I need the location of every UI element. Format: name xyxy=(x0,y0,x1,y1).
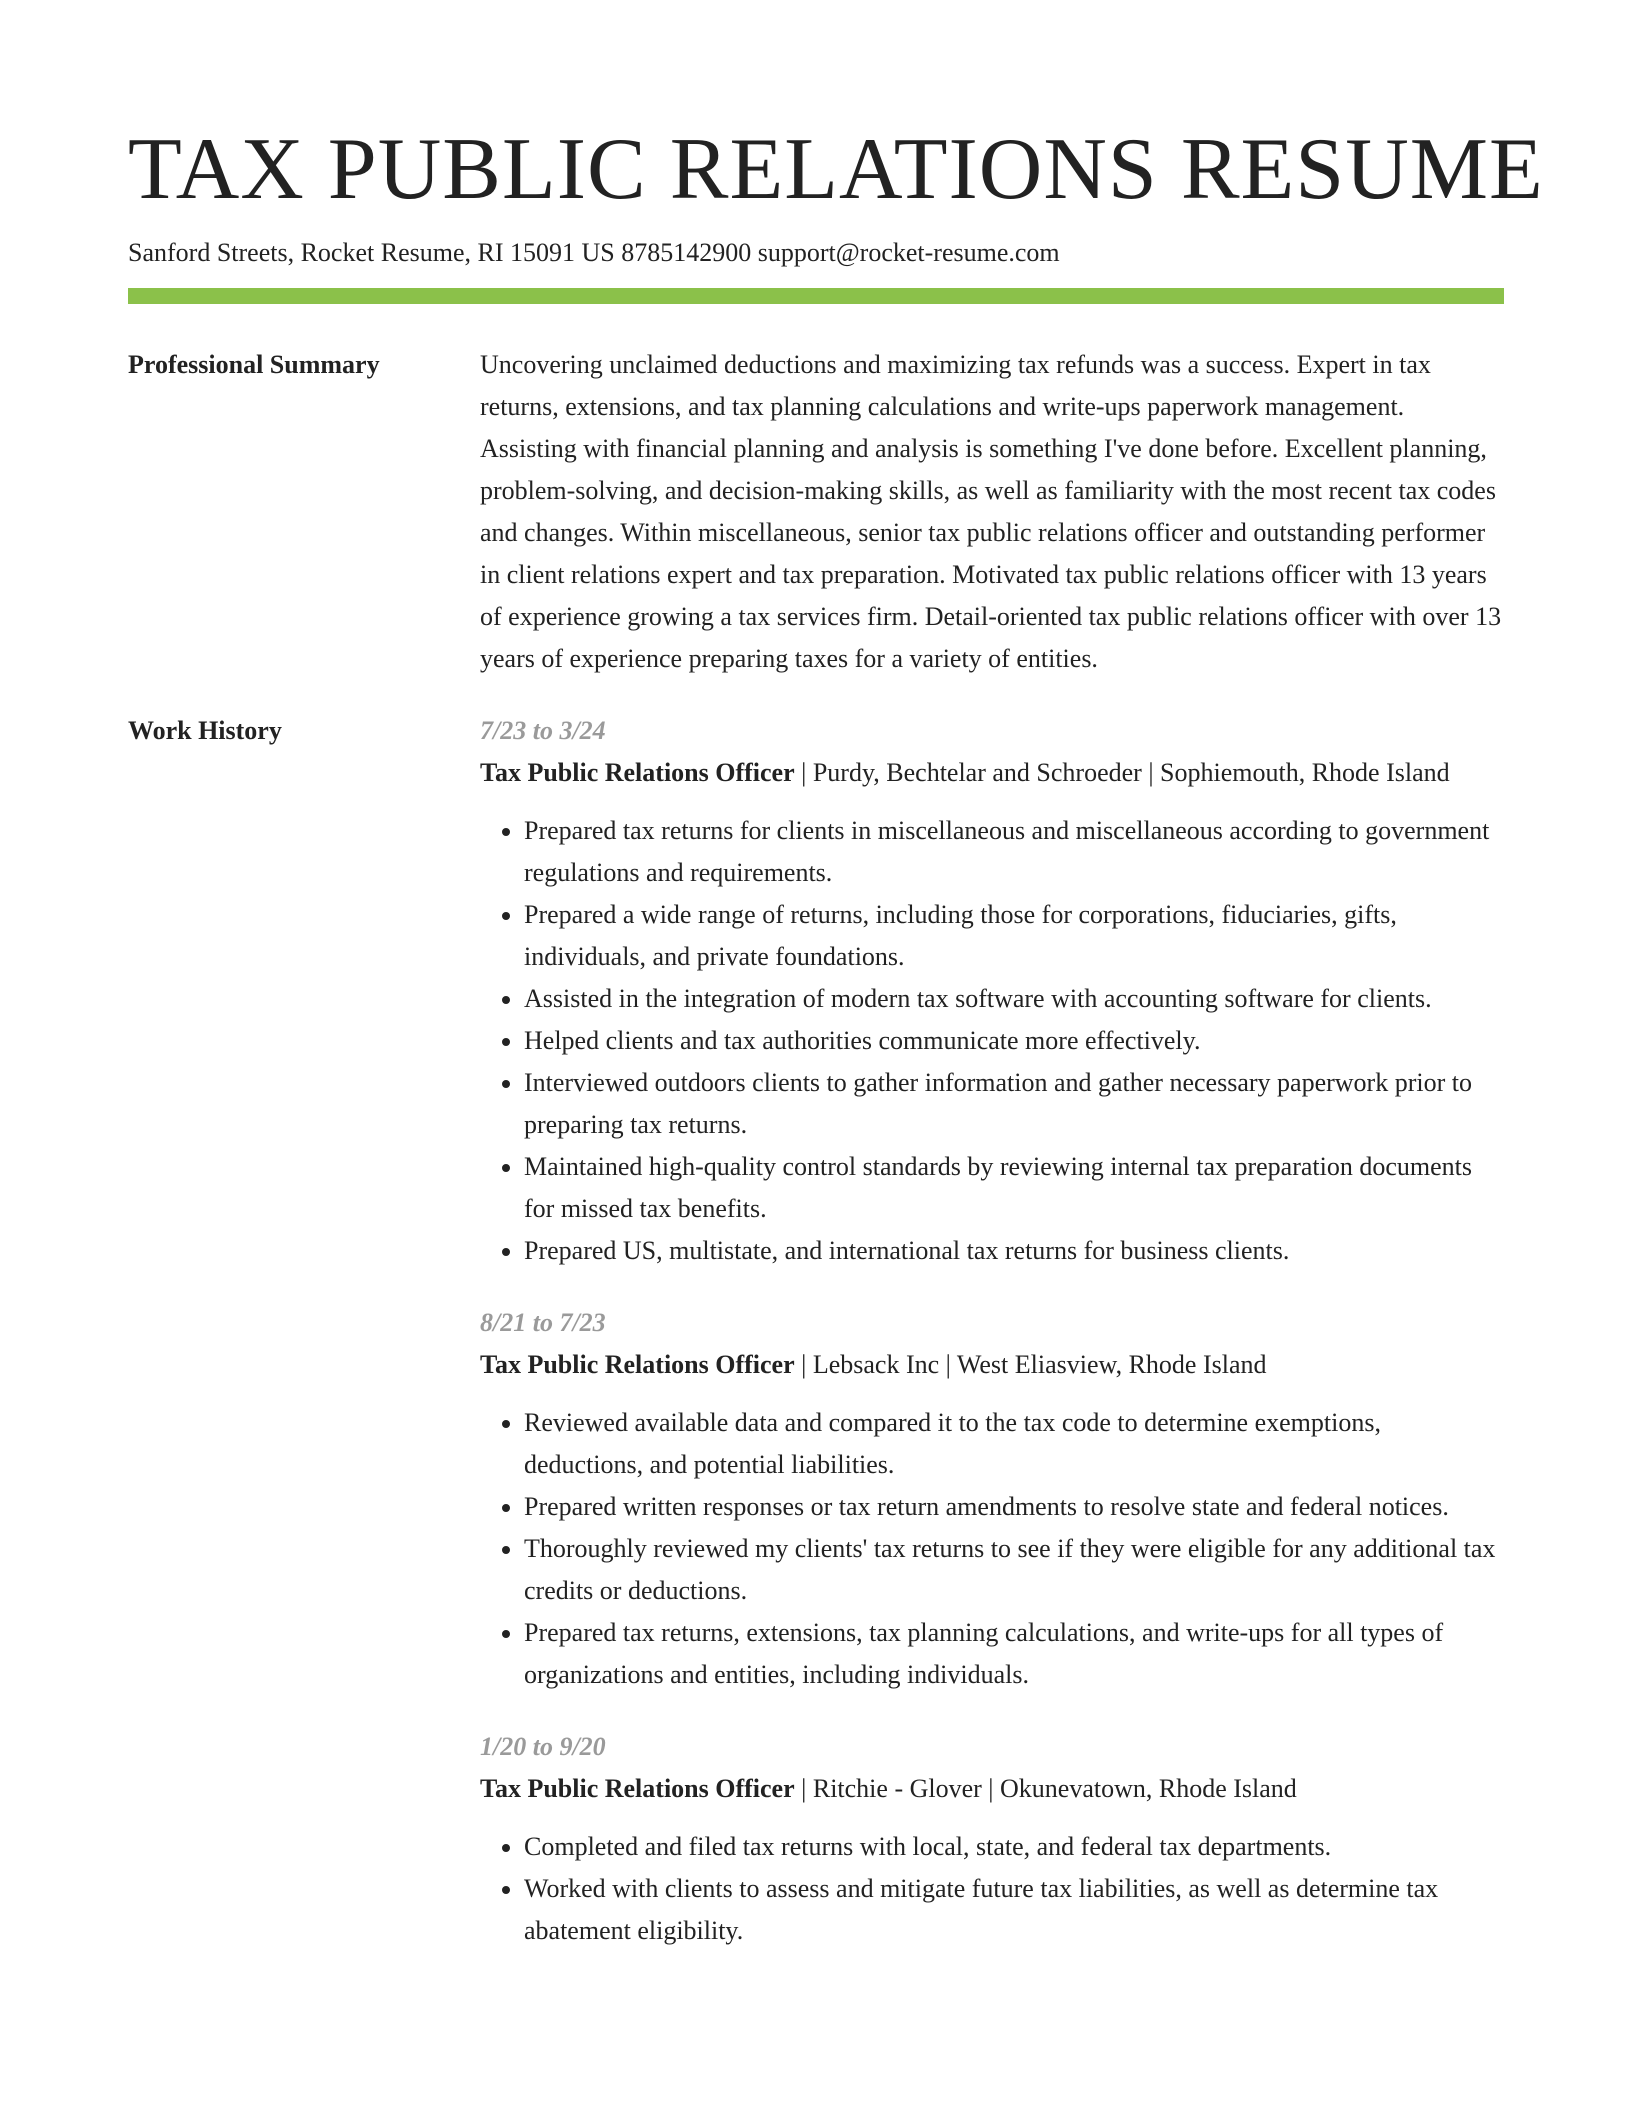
section-label-work: Work History xyxy=(128,716,282,745)
summary-body xyxy=(480,344,1504,680)
job-bullet: • Prepared written responses or tax return amendments to resolve state and federal notices. xyxy=(524,1486,1504,1528)
job-dates: 1/20 to 9/20 xyxy=(480,1732,606,1761)
job-bullet-list xyxy=(480,1826,1504,1952)
job-title: Tax Public Relations Officer xyxy=(480,758,795,787)
job-bullet: • Reviewed available data and compared it to the tax code to determine exemptions, deductions, and potential liabilities. xyxy=(524,1402,1504,1486)
job-bullet: • Worked with clients to assess and mitigate future tax liabilities, as well as determine tax abatement eligibility. xyxy=(524,1868,1504,1952)
job-title: Tax Public Relations Officer xyxy=(480,1350,795,1379)
job-bullet-list xyxy=(480,1402,1504,1696)
job-bullet: • Maintained high-quality control standards by reviewing internal tax preparation documents for missed tax benefits. xyxy=(524,1146,1504,1230)
job-entry xyxy=(480,1726,1504,1952)
job-details: | Ritchie - Glover | Okunevatown, Rhode Island xyxy=(794,1774,1297,1803)
job-heading xyxy=(480,752,1504,794)
job-bullet: • Interviewed outdoors clients to gather information and gather necessary paperwork prior to preparing tax returns. xyxy=(524,1062,1504,1146)
job-bullet: • Thoroughly reviewed my clients' tax returns to see if they were eligible for any additional tax credits or deductions. xyxy=(524,1528,1504,1612)
job-bullet: • Helped clients and tax authorities communicate more effectively. xyxy=(524,1020,1504,1062)
job-entry xyxy=(480,1302,1504,1696)
summary-text: Uncovering unclaimed deductions and maximizing tax refunds was a success. Expert in tax returns, extensions, and tax planning calculations and write-ups paperwork management. Assisting with financial planning and analysis is something I've done before. Excellent planning, problem-solving, and decision-making skills, as well as familiarity with the most recent tax codes and changes. Within miscellaneous, senior tax public relations officer and outstanding performer in client relations expert and tax preparation. Motivated tax public relations officer with 13 years of experience growing a tax services firm. Detail-oriented tax public relations officer with over 13 years of experience preparing taxes for a variety of entities. xyxy=(480,350,1502,673)
job-details: | Purdy, Bechtelar and Schroeder | Sophiemouth, Rhode Island xyxy=(794,758,1450,787)
job-bullet: • Prepared US, multistate, and international tax returns for business clients. xyxy=(524,1230,1504,1272)
job-bullet: • Assisted in the integration of modern tax software with accounting software for clients. xyxy=(524,978,1504,1020)
job-entry xyxy=(480,710,1504,1272)
section-label-summary: Professional Summary xyxy=(128,350,380,379)
job-bullet: • Prepared tax returns for clients in miscellaneous and miscellaneous according to government regulations and requirements. xyxy=(524,810,1504,894)
job-heading xyxy=(480,1344,1504,1386)
job-bullet-list xyxy=(480,810,1504,1272)
professional-summary-section xyxy=(128,344,1504,680)
resume-title: TAX PUBLIC RELATIONS RESUME xyxy=(128,121,1544,218)
contact-line: Sanford Streets, Rocket Resume, RI 15091 US 8785142900 support@rocket-resume.com xyxy=(128,238,1060,267)
job-dates: 7/23 to 3/24 xyxy=(480,716,606,745)
work-history-body xyxy=(480,710,1504,1982)
job-details: | Lebsack Inc | West Eliasview, Rhode Island xyxy=(794,1350,1267,1379)
job-bullet: • Prepared a wide range of returns, including those for corporations, fiduciaries, gifts, individuals, and private foundations. xyxy=(524,894,1504,978)
work-history-section xyxy=(128,710,1504,1982)
resume-page xyxy=(128,0,1544,1982)
job-heading xyxy=(480,1768,1504,1810)
job-bullet: • Completed and filed tax returns with local, state, and federal tax departments. xyxy=(524,1826,1504,1868)
job-dates: 8/21 to 7/23 xyxy=(480,1308,606,1337)
job-bullet: • Prepared tax returns, extensions, tax planning calculations, and write-ups for all types of organizations and entities, including individuals. xyxy=(524,1612,1504,1696)
accent-divider xyxy=(128,288,1504,304)
job-title: Tax Public Relations Officer xyxy=(480,1774,795,1803)
